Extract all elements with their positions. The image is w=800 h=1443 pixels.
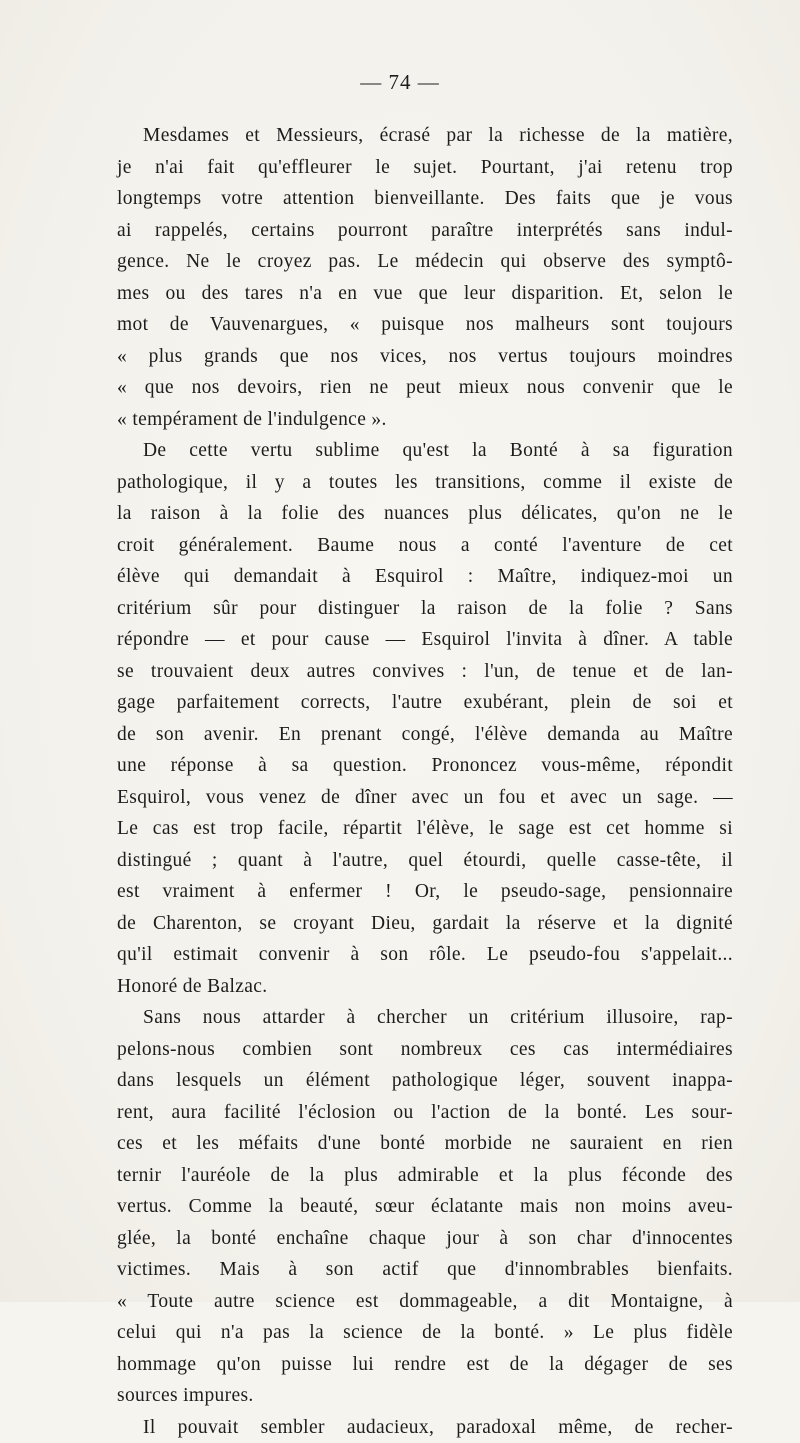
text-line: mes ou des tares n'a en vue que leur disparition. Et, selon le — [117, 278, 733, 310]
text-line: sources impures. — [117, 1380, 733, 1412]
text-line: dans lesquels un élément pathologique léger, souvent inappa- — [117, 1065, 733, 1097]
text-line: glée, la bonté enchaîne chaque jour à son char d'innocentes — [117, 1223, 733, 1255]
body-text — [117, 120, 733, 1443]
text-line: vertus. Comme la beauté, sœur éclatante mais non moins aveu- — [117, 1191, 733, 1223]
text-line: distingué ; quant à l'autre, quel étourdi, quelle casse-tête, il — [117, 845, 733, 877]
text-line: ai rappelés, certains pourront paraître interprétés sans indul- — [117, 215, 733, 247]
text-line: ces et les méfaits d'une bonté morbide ne sauraient en rien — [117, 1128, 733, 1160]
text-line: rent, aura facilité l'éclosion ou l'action de la bonté. Les sour- — [117, 1097, 733, 1129]
text-line: de son avenir. En prenant congé, l'élève demanda au Maître — [117, 719, 733, 751]
text-line: Il pouvait sembler audacieux, paradoxal même, de recher- — [117, 1412, 733, 1443]
text-line: « Toute autre science est dommageable, a dit Montaigne, à — [117, 1286, 733, 1318]
text-line: élève qui demandait à Esquirol : Maître, indiquez-moi un — [117, 561, 733, 593]
text-line: croit généralement. Baume nous a conté l'aventure de cet — [117, 530, 733, 562]
page-number: — 74 — — [0, 70, 800, 95]
text-line: Le cas est trop facile, répartit l'élève, le sage est cet homme si — [117, 813, 733, 845]
text-line: « plus grands que nos vices, nos vertus toujours moindres — [117, 341, 733, 373]
text-line: celui qui n'a pas la science de la bonté. » Le plus fidèle — [117, 1317, 733, 1349]
text-line: Mesdames et Messieurs, écrasé par la richesse de la matière, — [117, 120, 733, 152]
text-line: hommage qu'on puisse lui rendre est de la dégager de ses — [117, 1349, 733, 1381]
text-line: critérium sûr pour distinguer la raison de la folie ? Sans — [117, 593, 733, 625]
text-line: gence. Ne le croyez pas. Le médecin qui observe des symptô- — [117, 246, 733, 278]
text-line: « que nos devoirs, rien ne peut mieux nous convenir que le — [117, 372, 733, 404]
text-line: la raison à la folie des nuances plus délicates, qu'on ne le — [117, 498, 733, 530]
text-line: gage parfaitement corrects, l'autre exubérant, plein de soi et — [117, 687, 733, 719]
text-line: pathologique, il y a toutes les transitions, comme il existe de — [117, 467, 733, 499]
text-line: Esquirol, vous venez de dîner avec un fou et avec un sage. — — [117, 782, 733, 814]
text-line: qu'il estimait convenir à son rôle. Le pseudo-fou s'appelait... — [117, 939, 733, 971]
text-line: victimes. Mais à son actif que d'innombrables bienfaits. — [117, 1254, 733, 1286]
text-line: une réponse à sa question. Prononcez vous-même, répondit — [117, 750, 733, 782]
text-line: mot de Vauvenargues, « puisque nos malheurs sont toujours — [117, 309, 733, 341]
text-line: je n'ai fait qu'effleurer le sujet. Pourtant, j'ai retenu trop — [117, 152, 733, 184]
text-line: se trouvaient deux autres convives : l'un, de tenue et de lan- — [117, 656, 733, 688]
text-line: répondre — et pour cause — Esquirol l'invita à dîner. A table — [117, 624, 733, 656]
text-line: Sans nous attarder à chercher un critérium illusoire, rap- — [117, 1002, 733, 1034]
text-line: de Charenton, se croyant Dieu, gardait la réserve et la dignité — [117, 908, 733, 940]
text-line: pelons-nous combien sont nombreux ces cas intermédiaires — [117, 1034, 733, 1066]
text-line: est vraiment à enfermer ! Or, le pseudo-sage, pensionnaire — [117, 876, 733, 908]
text-line: Honoré de Balzac. — [117, 971, 733, 1003]
text-line: De cette vertu sublime qu'est la Bonté à sa figuration — [117, 435, 733, 467]
text-line: « tempérament de l'indulgence ». — [117, 404, 733, 436]
text-line: ternir l'auréole de la plus admirable et la plus féconde des — [117, 1160, 733, 1192]
text-line: longtemps votre attention bienveillante. Des faits que je vous — [117, 183, 733, 215]
